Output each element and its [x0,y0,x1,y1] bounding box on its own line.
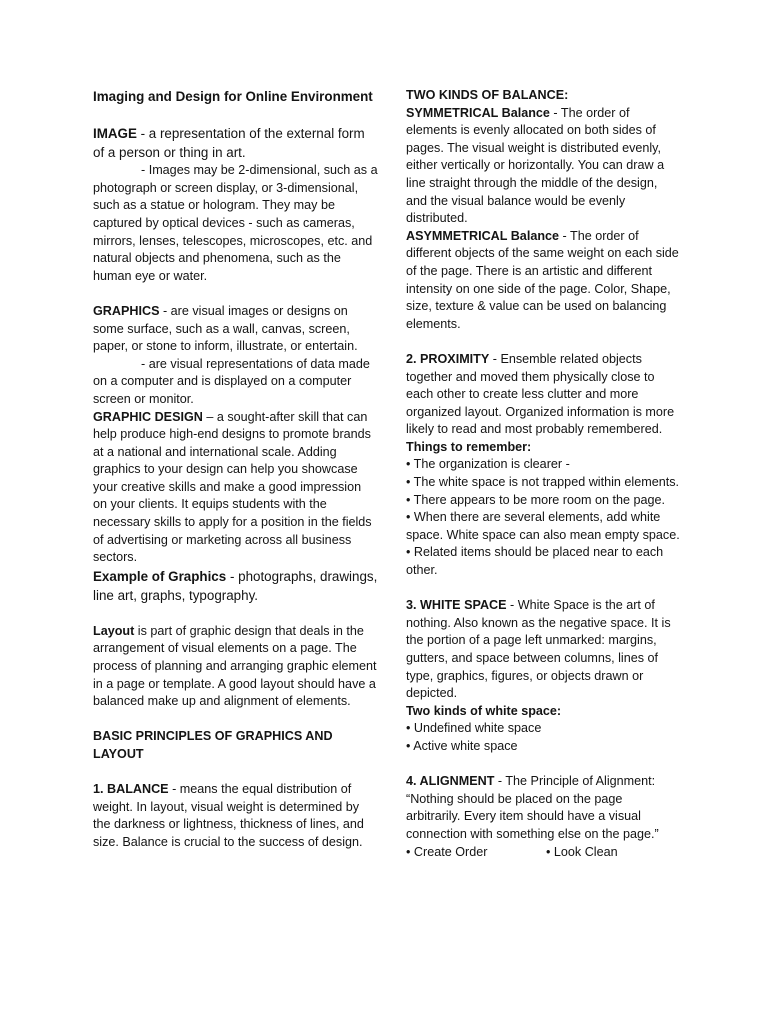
list-item: • Create Order [406,844,488,859]
principles-heading: BASIC PRINCIPLES OF GRAPHICS AND LAYOUT [93,729,333,762]
list-item: • Active white space [406,738,518,753]
layout-definition: Layout is part of graphic design that deals in the arrangement of visual elements on a page. The process of planning and arranging graphic element in a page or template. A good layout should have a balanced make up and alignment of elements. [93,623,377,709]
document-title: Imaging and Design for Online Environment [93,89,373,104]
alignment-bullets [406,844,680,862]
right-column [406,87,680,861]
image-detail: - Images may be 2-dimensional, such as a photograph or screen display, or 3-dimensional, such as a statue or hologram. They may be captured by optical devices - such as cameras, mirrors, lenses, telescopes, microscopes, etc. and natural objects and phenomena, such as the human eye or water. [93,163,378,283]
graphics-examples: Example of Graphics - photographs, drawings, line art, graphs, typography. [93,568,378,604]
list-item: • There appears to be more room on the page. [406,492,666,507]
list-item: • The white space is not trapped within elements. [406,475,679,490]
proximity-principle: 2. PROXIMITY - Ensemble related objects together and moved them physically close to each other to create less clutter and more organized layout. Organized information is more likely to read and most probably remembered. [406,351,675,437]
list-item: • Undefined white space [406,721,542,736]
alignment-principle: 4. ALIGNMENT - The Principle of Alignment: “Nothing should be placed on the page arbitrarily. Every item should have a visual connection with something else on the page.” [406,774,659,841]
list-item: • When there are several elements, add white space. White space can also mean empty space. [406,510,680,542]
list-item: • The organization is clearer - [406,457,570,472]
symmetrical-balance: SYMMETRICAL Balance - The order of elements is evenly allocated on both sides of pages. The visual weight is distributed evenly, either vertically or horizontally. You can draw a line straight through the middle of the design, and the visual balance would be evenly distributed. [406,105,665,226]
white-space-kinds-list [406,720,680,755]
asymmetrical-balance: ASYMMETRICAL Balance - The order of different objects of the same weight on each side of the page. There is an artistic and different intensity on one side of the page. Color, Shape, size, texture & value can be used on balancing elements. [406,228,679,331]
list-item: • Look Clean [546,844,618,859]
remember-heading: Things to remember: [406,439,532,454]
white-space-principle: 3. WHITE SPACE - White Space is the art of nothing. Also known as the negative space. It is the portion of a page left unmarked: margins, gutters, and space between columns, lines of type, graphics, figures, or objects drawn or depicted. [406,598,671,701]
balance-kinds-heading: TWO KINDS OF BALANCE: [406,88,569,102]
image-definition: IMAGE - a representation of the external form of a person or thing in art. [93,125,365,160]
list-item: • Related items should be placed near to each other. [406,545,664,578]
graphic-design-definition: GRAPHIC DESIGN – a sought-after skill that can help produce high-end designs to promote brands at a national and international scale. Adding graphics to your design can help you showcase your creative skills and make a good impression on your clients. It equips students with the necessary skills to apply for a position in the fields of advertising or marketing across all business sectors. [93,409,372,565]
graphics-definition: GRAPHICS - are visual images or designs on some surface, such as a wall, canvas, screen, paper, or stone to inform, illustrate, or entertain. [93,303,358,354]
white-space-kinds-heading: Two kinds of white space: [406,703,562,718]
remember-list [406,456,680,579]
graphics-detail: - are visual representations of data made on a computer and is displayed on a computer screen or monitor. [93,356,370,406]
balance-principle: 1. BALANCE - means the equal distribution of weight. In layout, visual weight is determined by the darkness or lightness, thickness of lines, and size. Balance is crucial to the success of design. [93,782,364,849]
left-column [93,87,378,852]
